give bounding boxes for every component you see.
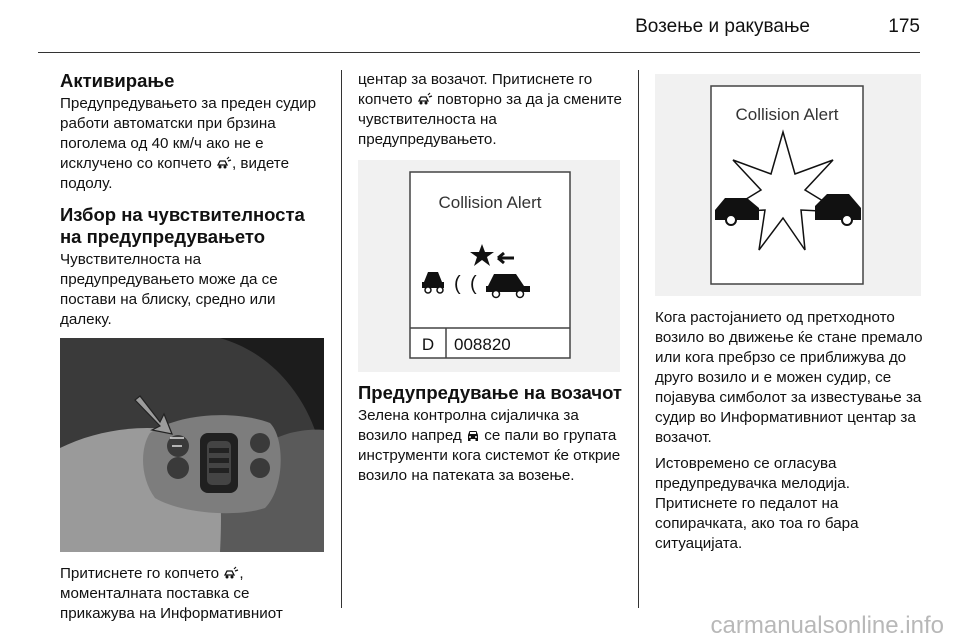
- paragraph-collision-alert: Кога растојанието од претходното возило во движење ќе стане премало или кога пребрзо се приближува до друго возило и е можен судир, се појавува симболот за известување за судир во Информативниот центар за возачот.: [655, 309, 923, 446]
- display-value: 008820: [454, 335, 511, 354]
- vehicle-ahead-icon: [466, 429, 480, 442]
- page-number: 175: [888, 16, 920, 37]
- paragraph-press-button: Притиснете го копчето , моменталната поставка се прикажува на Информативниот: [60, 565, 283, 622]
- chapter-title: Возење и ракување: [635, 16, 810, 37]
- steering-wheel-illustration: [60, 338, 324, 552]
- collision-alert-button-icon: [223, 566, 239, 580]
- paragraph-press-again: центар за возачот. Притиснете го копчето повторно за да ја смените чувствителноста на предупредувањето.: [358, 71, 622, 148]
- display-title: Collision Alert: [438, 193, 542, 212]
- display-mode: D: [421, 335, 435, 354]
- page-header: [38, 0, 920, 53]
- paragraph-warning-sound: Истовремено се огласува предупредувачка мелодија. Притиснете го педалот на сопирачката, ако тоа го бара ситуацијата.: [655, 455, 859, 552]
- svg-text:(: (: [454, 273, 461, 295]
- paragraph-sensitivity: Чувствителноста на предупредувањето може да се постави на блиску, средно или далеку.: [60, 251, 278, 328]
- watermark: carmanualsonline.info: [710, 612, 944, 639]
- svg-text:(: (: [470, 273, 477, 295]
- paragraph-vehicle-ahead: Зелена контролна сијаличка за возило напред се пали во групата инструменти кога системот ќе открие возило на патеката за возење.: [358, 407, 621, 484]
- collision-alert-display-illustration: [655, 74, 921, 296]
- column-right: [655, 70, 930, 554]
- column-divider: [638, 70, 639, 608]
- collision-alert-button-icon: [216, 156, 232, 170]
- display-title: Collision Alert: [735, 105, 839, 124]
- column-divider: [341, 70, 342, 608]
- sensitivity-display-illustration: [358, 160, 620, 372]
- heading-vehicle-ahead: Предупредување на возачот: [358, 382, 622, 403]
- column-middle: [358, 70, 626, 486]
- column-left: [60, 70, 328, 624]
- heading-sensitivity: Избор на чувствителноста на предупредувањето: [60, 204, 305, 247]
- paragraph-activation: Предупредувањето за преден судир работи автоматски при брзина поголема од 40 км/ч ако не е исклучено со копчето , видете подолу.: [60, 95, 317, 192]
- heading-activation: Активирање: [60, 70, 175, 91]
- collision-alert-button-icon: [417, 92, 433, 106]
